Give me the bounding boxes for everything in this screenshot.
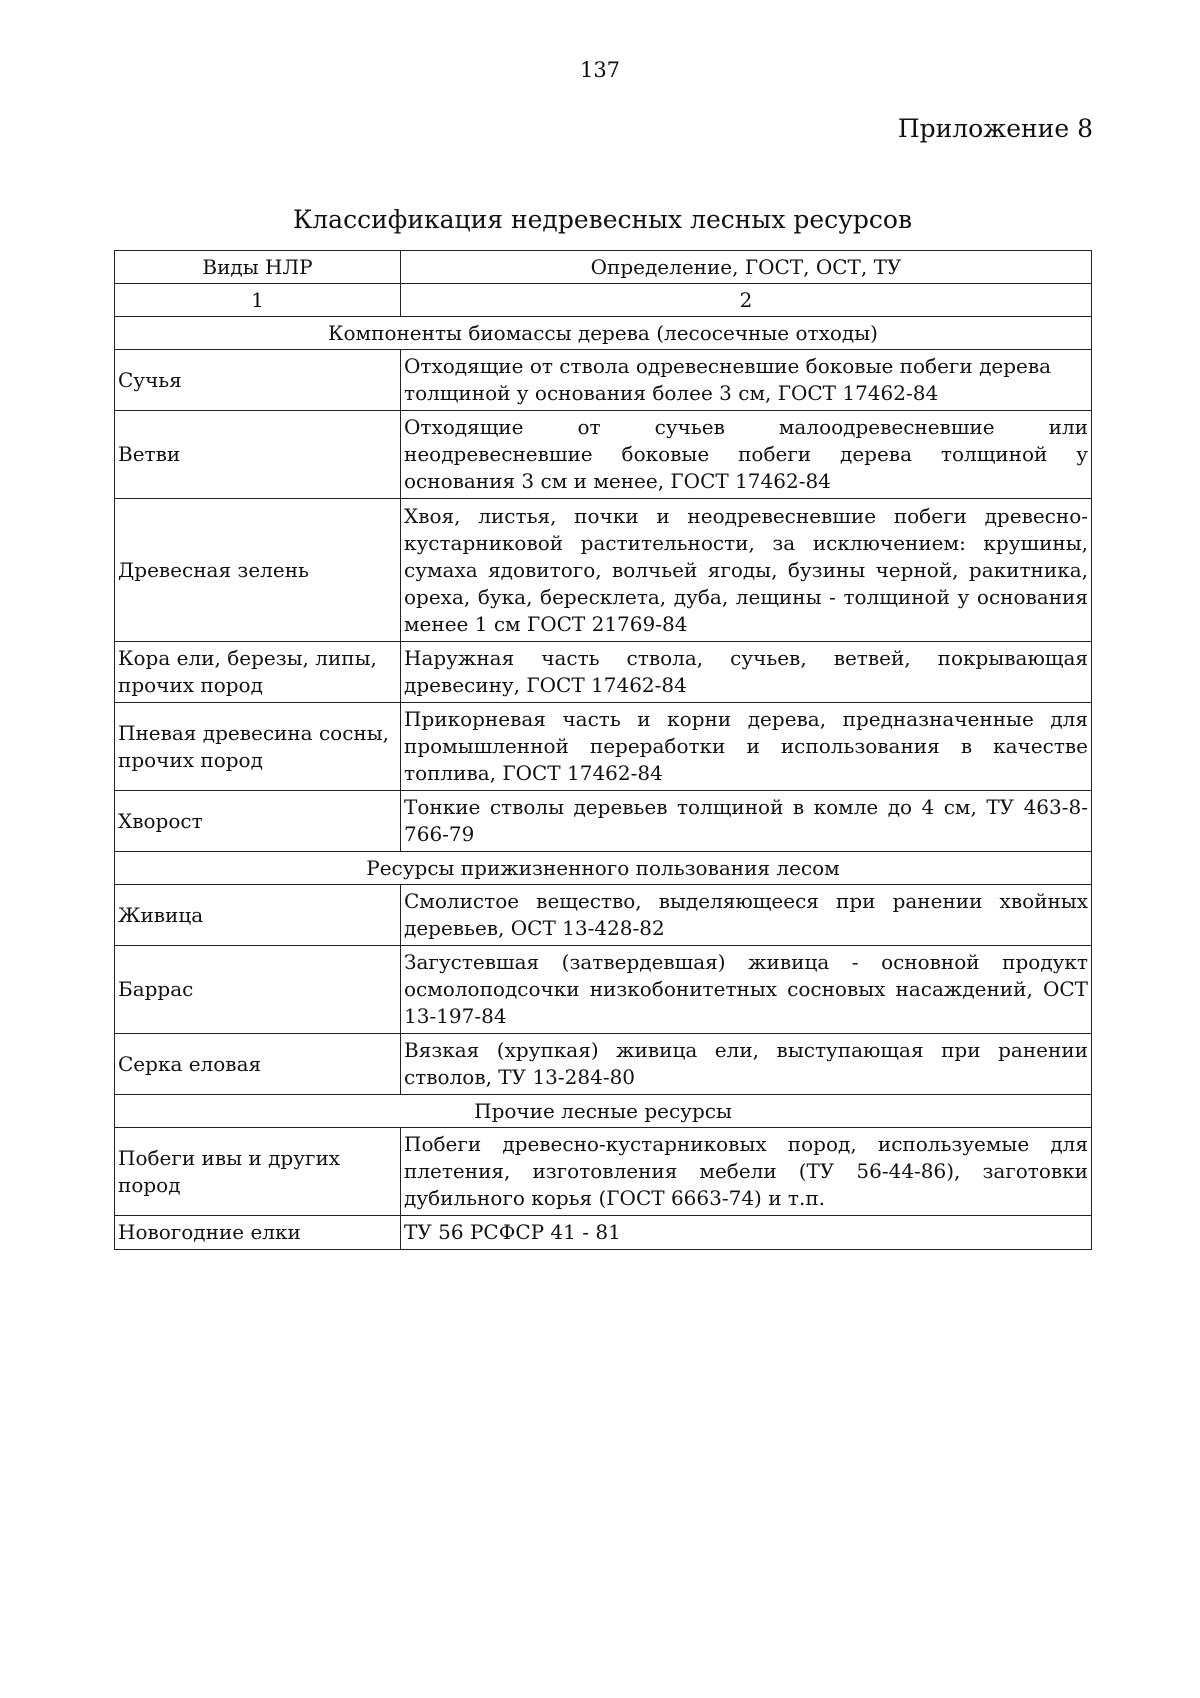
- table-row: [115, 642, 1092, 703]
- section-title: Ресурсы прижизненного пользования лесом: [115, 852, 1092, 885]
- document-title: Классификация недревесных лесных ресурсов: [292, 205, 913, 234]
- row-definition-cell: Наружная часть ствола, сучьев, ветвей, покрывающая древесину, ГОСТ 17462-84: [401, 642, 1092, 703]
- row-type-cell: Ветви: [115, 411, 401, 499]
- table-row: [115, 885, 1092, 946]
- row-definition-cell: Отходящие от сучьев малоодревесневшие или неодревесневшие боковые побеги дерева толщиной у основания 3 см и менее, ГОСТ 17462-84: [401, 411, 1092, 499]
- header-cell-type: Виды НЛР: [115, 251, 401, 284]
- row-definition-cell: Отходящие от ствола одревесневшие боковые побеги дерева толщиной у основания более 3 см, ГОСТ 17462-84: [401, 350, 1092, 411]
- row-type-cell: Пневая древесина сосны, прочих пород: [115, 703, 401, 791]
- section-title: Компоненты биомассы дерева (лесосечные отходы): [115, 317, 1092, 350]
- row-type-cell: Баррас: [115, 946, 401, 1034]
- row-definition-cell: Прикорневая часть и корни дерева, предназначенные для промышленной переработки и использования в качестве топлива, ГОСТ 17462-84: [401, 703, 1092, 791]
- table-header-row: [115, 251, 1092, 284]
- row-type-cell: Новогодние елки: [115, 1216, 401, 1250]
- row-definition-cell: Загустевшая (затвердевшая) живица - основной продукт осмолоподсочки низкобонитетных сосновых насаждений, ОСТ 13-197-84: [401, 946, 1092, 1034]
- table-row: [115, 499, 1092, 642]
- table-row: [115, 703, 1092, 791]
- row-definition-cell: Смолистое вещество, выделяющееся при ранении хвойных деревьев, ОСТ 13-428-82: [401, 885, 1092, 946]
- row-type-cell: Кора ели, березы, липы, прочих пород: [115, 642, 401, 703]
- column-number-2: 2: [401, 284, 1092, 317]
- section-title-row: [115, 317, 1092, 350]
- row-definition-cell: Тонкие стволы деревьев толщиной в комле до 4 см, ТУ 463-8-766-79: [401, 791, 1092, 852]
- table-row: [115, 791, 1092, 852]
- appendix-label: Приложение 8: [897, 114, 1093, 143]
- row-definition-cell: ТУ 56 РСФСР 41 - 81: [401, 1216, 1092, 1250]
- row-definition-cell: Вязкая (хрупкая) живица ели, выступающая при ранении стволов, ТУ 13-284-80: [401, 1034, 1092, 1095]
- table-row: [115, 1216, 1092, 1250]
- nlr-classification-table: [114, 250, 1092, 1250]
- table-row: [115, 1128, 1092, 1216]
- row-type-cell: Серка еловая: [115, 1034, 401, 1095]
- column-number-row: [115, 284, 1092, 317]
- section-title-row: [115, 1095, 1092, 1128]
- table-row: [115, 350, 1092, 411]
- row-type-cell: Побеги ивы и других пород: [115, 1128, 401, 1216]
- header-cell-definition: Определение, ГОСТ, ОСТ, ТУ: [401, 251, 1092, 284]
- row-type-cell: Сучья: [115, 350, 401, 411]
- row-type-cell: Древесная зелень: [115, 499, 401, 642]
- row-definition-cell: Хвоя, листья, почки и неодревесневшие побеги древесно-кустарниковой растительности, за исключением: крушины, сумаха ядовитого, волчьей ягоды, бузины черной, ракитника, ореха, бука, бересклета, дуба, лещины - толщиной у основания менее 1 см ГОСТ 21769-84: [401, 499, 1092, 642]
- section-title: Прочие лесные ресурсы: [115, 1095, 1092, 1128]
- table-row: [115, 946, 1092, 1034]
- row-definition-cell: Побеги древесно-кустарниковых пород, используемые для плетения, изготовления мебели (ТУ 56-44-86), заготовки дубильного корья (ГОСТ 6663-74) и т.п.: [401, 1128, 1092, 1216]
- table-row: [115, 411, 1092, 499]
- row-type-cell: Хворост: [115, 791, 401, 852]
- column-number-1: 1: [115, 284, 401, 317]
- row-type-cell: Живица: [115, 885, 401, 946]
- table-row: [115, 1034, 1092, 1095]
- page-number: 137: [579, 58, 621, 82]
- section-title-row: [115, 852, 1092, 885]
